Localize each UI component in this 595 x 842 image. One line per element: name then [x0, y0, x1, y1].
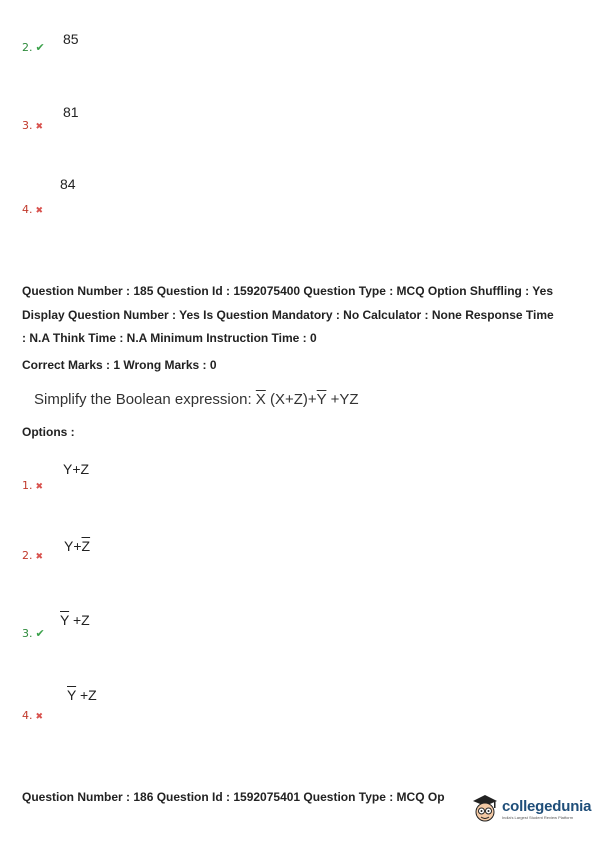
option-number: 1. ✖ [22, 479, 44, 492]
question-meta-line2: Display Question Number : Yes Is Question Mandatory : No Calculator : None Response Time [22, 308, 554, 322]
question-meta-line1: Question Number : 185 Question Id : 1592075400 Question Type : MCQ Option Shuffling : Yes [22, 284, 553, 298]
option-number: 4. ✖ [22, 709, 44, 722]
option-text: 85 [63, 31, 79, 47]
expr-x-bar: $\overline{X}$ [255, 391, 266, 408]
option-number: 4. ✖ [22, 203, 44, 216]
question-text [34, 391, 359, 408]
question-prefix: Simplify the Boolean expression: [34, 391, 256, 408]
logo-name: collegedunia [502, 798, 592, 815]
option-number: 2. ✔ [22, 41, 45, 54]
next-question-meta-line1: Question Number : 186 Question Id : 1592075401 Question Type : MCQ Op [22, 790, 445, 804]
expr-end: +YZ [326, 391, 359, 408]
option-text: 81 [63, 104, 79, 120]
option-text: 84 [60, 176, 76, 192]
options-label: Options : [22, 425, 75, 439]
option-number: 3. ✔ [22, 627, 45, 640]
question-marks: Correct Marks : 1 Wrong Marks : 0 [22, 358, 217, 372]
option-text: $Y+\overline{Z}$ [64, 538, 91, 554]
check-icon: ✔ [35, 41, 45, 54]
cross-icon: ✖ [35, 122, 44, 132]
collegedunia-logo [470, 792, 591, 826]
mascot-icon [470, 792, 500, 826]
cross-icon: ✖ [35, 206, 44, 216]
question-meta-line3: : N.A Think Time : N.A Minimum Instruction Time : 0 [22, 331, 317, 345]
check-icon: ✔ [35, 627, 45, 640]
option-number: 2. ✖ [22, 549, 44, 562]
expr-mid: (X+Z)+ [265, 391, 317, 408]
expr-y-bar: $\overline{Y}$ [316, 391, 327, 408]
cross-icon: ✖ [35, 552, 44, 562]
option-text: $\overline{Y} +Z$ [67, 687, 97, 703]
cross-icon: ✖ [35, 482, 44, 492]
option-number: 3. ✖ [22, 119, 44, 132]
option-text: $\overline{Y} +Z$ [60, 612, 90, 628]
option-text: Y+Z [63, 461, 90, 477]
logo-tagline: India's Largest Student Review Platform [502, 815, 574, 820]
cross-icon: ✖ [35, 712, 44, 722]
